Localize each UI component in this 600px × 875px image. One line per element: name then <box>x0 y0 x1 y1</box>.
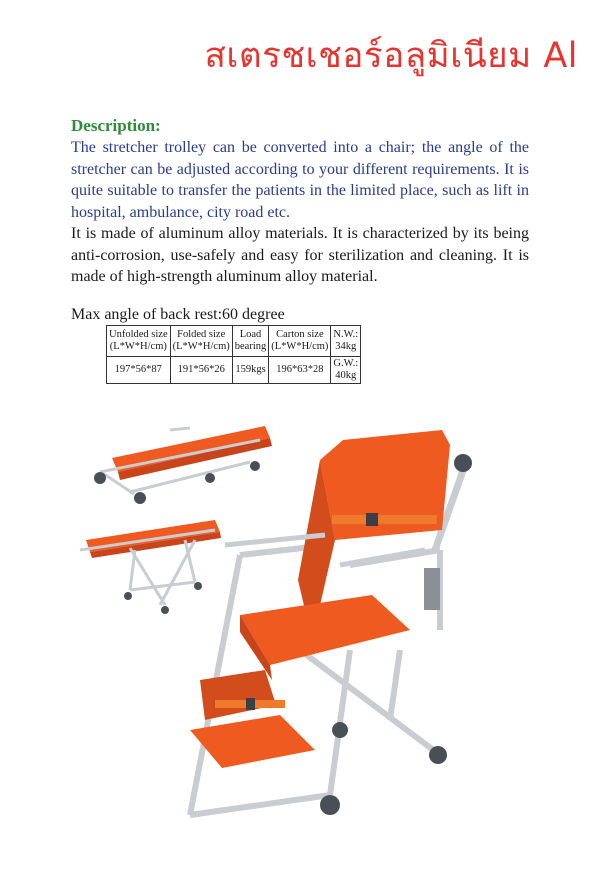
spec-header-folded: Folded size (L*W*H/cm) <box>170 326 232 357</box>
spec-header-nw: N.W.: 34kg <box>331 326 361 357</box>
spec-value-unfolded: 197*56*87 <box>107 357 171 384</box>
stretcher-flat-illustration <box>94 426 272 504</box>
description-paragraph-1: The stretcher trolley can be converted into a chair; the angle of the stretcher can be adjusted according to your different requirements. It is quite suitable to transfer the patients in the limited place, such as lift in hospital, ambulance, city road etc. <box>71 139 529 221</box>
stretcher-product-images <box>0 400 600 840</box>
spec-value-carton: 196*63*28 <box>269 357 331 384</box>
page-title: สเตรชเชอร์อลูมิเนียม Al <box>204 36 578 76</box>
spec-header-row <box>107 326 361 357</box>
spec-value-folded: 191*56*26 <box>170 357 232 384</box>
max-angle-text: Max angle of back rest:60 degree <box>71 306 285 323</box>
stretcher-raised-illustration <box>80 520 221 614</box>
spec-header-unfolded: Unfolded size (L*W*H/cm) <box>107 326 171 357</box>
description-paragraph-2: It is made of aluminum alloy materials. It is characterized by its being anti-corrosion, use-safely and easy for sterilization and cleaning. It is made of high-strength aluminum alloy material. <box>71 225 529 285</box>
description-heading: Description: <box>71 116 161 135</box>
spec-value-load: 159kgs <box>232 357 269 384</box>
spec-value-gw: G.W.: 40kg <box>331 357 361 384</box>
chair-stretcher-illustration <box>190 430 472 815</box>
spec-header-load: Load bearing <box>232 326 269 357</box>
spec-value-row <box>107 357 361 384</box>
spec-header-carton: Carton size (L*W*H/cm) <box>269 326 331 357</box>
spec-table <box>106 325 361 384</box>
